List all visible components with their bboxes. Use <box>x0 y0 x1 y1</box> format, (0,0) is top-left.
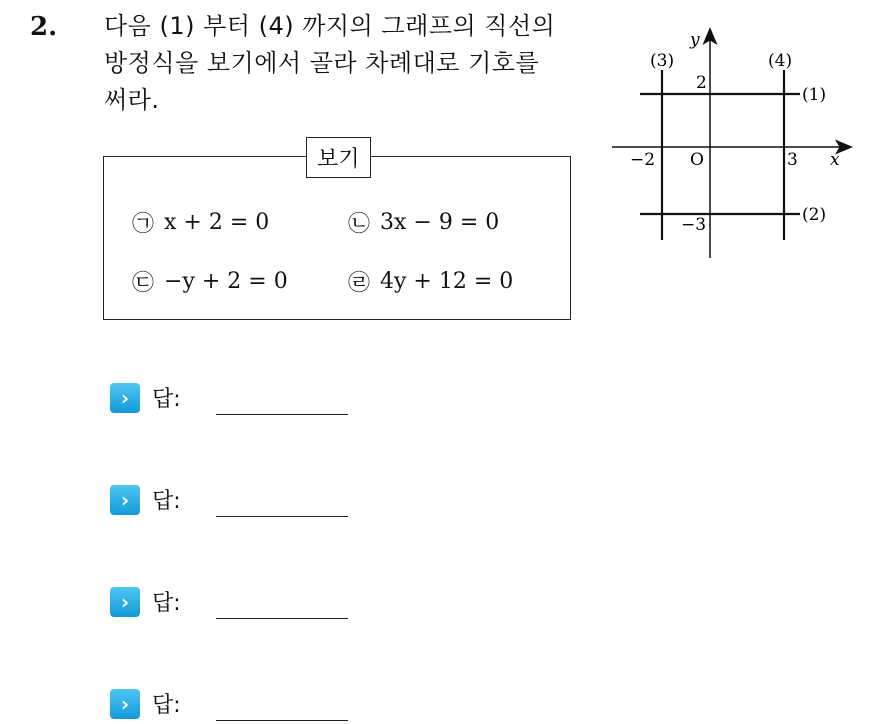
tick-label-y-neg: −3 <box>681 215 707 235</box>
choice-equation: x + 2 = 0 <box>164 210 270 235</box>
answer-label: 답: <box>152 693 181 718</box>
question-line: 다음 (1) 부터 (4) 까지의 그래프의 직선의 <box>104 12 556 40</box>
answer-blank[interactable] <box>216 618 348 619</box>
chevron-right-icon: › <box>110 485 140 515</box>
answer-blank[interactable] <box>216 720 348 721</box>
chevron-right-icon: › <box>110 587 140 617</box>
question-line: 방정식을 보기에서 골라 차례대로 기호를 <box>104 49 540 77</box>
choice-mark: ㉣ <box>348 271 371 296</box>
origin-label: O <box>690 150 704 170</box>
x-axis-label: x <box>830 150 840 170</box>
choice-equation: −y + 2 = 0 <box>164 269 288 294</box>
choices-box-title: 보기 <box>306 137 371 178</box>
answer-row <box>110 484 181 515</box>
chevron-right-icon: › <box>110 689 140 719</box>
tick-label-y-pos: 2 <box>696 73 707 93</box>
choice-equation: 4y + 12 = 0 <box>380 269 514 294</box>
choice-mark: ㉢ <box>132 271 155 296</box>
answer-blank[interactable] <box>216 516 348 517</box>
answer-label: 답: <box>152 591 181 616</box>
tick-label-x-pos: 3 <box>787 150 798 170</box>
choice-mark: ㉡ <box>348 212 371 237</box>
chevron-right-icon: › <box>110 383 140 413</box>
choice-equation: 3x − 9 = 0 <box>380 210 500 235</box>
line-label-1: (1) <box>802 85 827 105</box>
choice-mark: ㉠ <box>132 212 155 237</box>
tick-label-x-neg: −2 <box>630 150 656 170</box>
answer-row <box>110 688 181 719</box>
answer-row <box>110 586 181 617</box>
line-label-4: (4) <box>768 51 793 71</box>
line-label-2: (2) <box>802 205 827 225</box>
answer-label: 답: <box>152 489 181 514</box>
answer-row <box>110 382 181 413</box>
answer-label: 답: <box>152 387 181 412</box>
line-label-3: (3) <box>650 51 675 71</box>
question-line: 써라. <box>104 86 160 114</box>
y-axis-label: y <box>690 30 700 50</box>
question-number: 2. <box>30 12 58 42</box>
answer-blank[interactable] <box>216 414 348 415</box>
